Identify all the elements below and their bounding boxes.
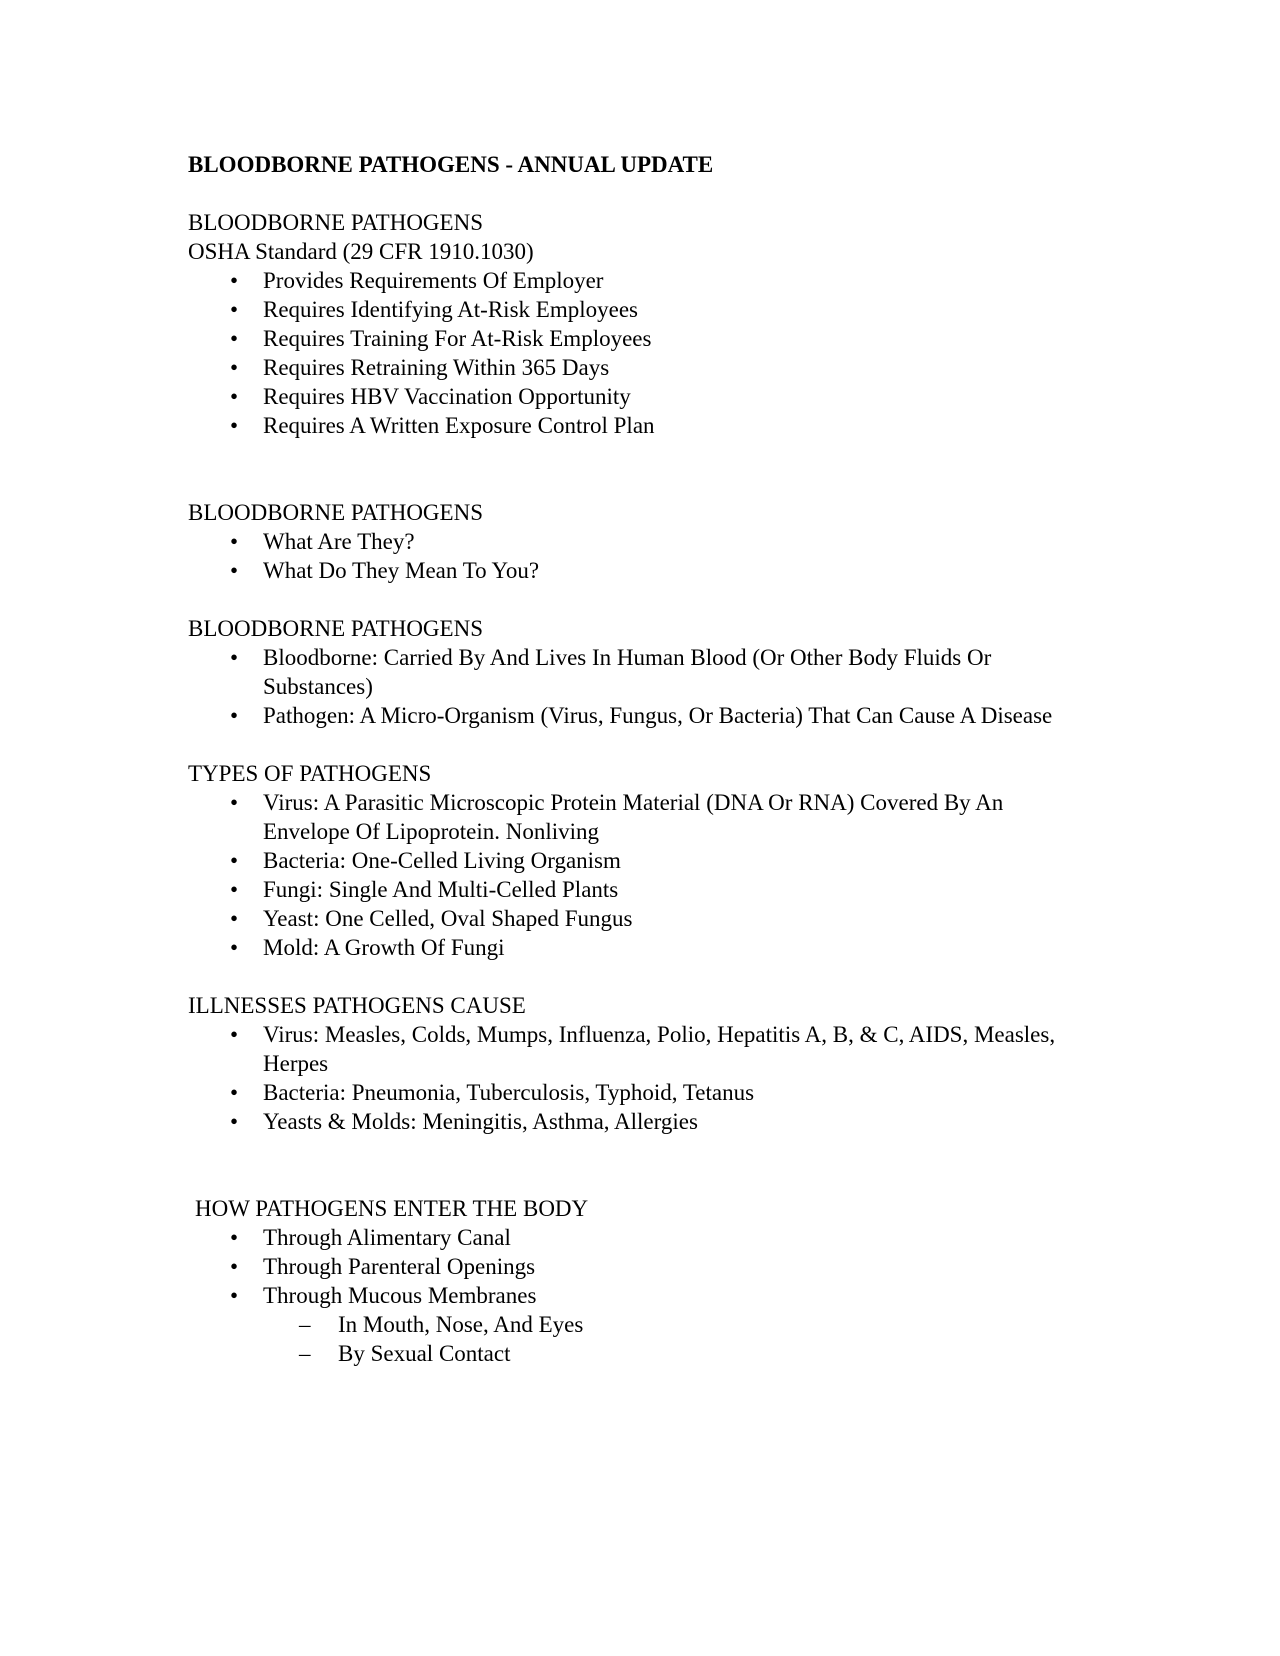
list-item <box>188 1223 1088 1252</box>
spacer <box>188 962 1088 991</box>
bullet-icon: • <box>229 1283 239 1308</box>
dash-icon: – <box>299 1312 311 1337</box>
bullet-list <box>188 1223 1088 1368</box>
bullet-icon: • <box>229 703 239 728</box>
section-heading: BLOODBORNE PATHOGENS <box>188 210 483 235</box>
list-item <box>188 875 1088 904</box>
list-item <box>188 324 1088 353</box>
list-item <box>188 556 1088 585</box>
list-item-text: Requires A Written Exposure Control Plan <box>263 413 655 438</box>
document-title: BLOODBORNE PATHOGENS - ANNUAL UPDATE <box>188 152 714 177</box>
list-item <box>188 701 1088 730</box>
list-item-text: Bacteria: Pneumonia, Tuberculosis, Typhoid, Tetanus <box>263 1080 755 1105</box>
list-item-text: Yeasts & Molds: Meningitis, Asthma, Allergies <box>263 1109 698 1134</box>
section-what-are-they <box>188 498 1088 585</box>
document-body <box>188 150 1088 1368</box>
bullet-icon: • <box>229 413 239 438</box>
bullet-icon: • <box>229 1109 239 1134</box>
bullet-icon: • <box>229 848 239 873</box>
list-item <box>188 295 1088 324</box>
spacer <box>188 440 1088 498</box>
list-item-text: Provides Requirements Of Employer <box>263 268 604 293</box>
section-heading: HOW PATHOGENS ENTER THE BODY <box>195 1196 589 1221</box>
list-item <box>188 1020 1088 1078</box>
list-item <box>188 1107 1088 1136</box>
list-item <box>188 411 1088 440</box>
list-item <box>188 266 1088 295</box>
sub-list <box>263 1310 1088 1368</box>
bullet-icon: • <box>229 1022 239 1047</box>
section-osha-standard <box>188 208 1088 440</box>
bullet-list <box>188 1020 1088 1136</box>
list-item-text: Virus: Measles, Colds, Mumps, Influenza, Polio, Hepatitis A, B, & C, AIDS, Measles, Herpes <box>263 1022 1056 1076</box>
section-types-of-pathogens <box>188 759 1088 962</box>
bullet-icon: • <box>229 558 239 583</box>
list-item <box>188 1281 1088 1368</box>
section-definitions <box>188 614 1088 730</box>
list-item <box>188 353 1088 382</box>
list-item-text: Mold: A Growth Of Fungi <box>263 935 505 960</box>
sub-list-item-text: By Sexual Contact <box>338 1341 511 1366</box>
bullet-icon: • <box>229 790 239 815</box>
list-item-text: Fungi: Single And Multi-Celled Plants <box>263 877 619 902</box>
bullet-icon: • <box>229 1254 239 1279</box>
bullet-icon: • <box>229 1225 239 1250</box>
list-item <box>188 1252 1088 1281</box>
list-item <box>188 527 1088 556</box>
spacer <box>188 179 1088 208</box>
list-item <box>188 788 1088 846</box>
bullet-icon: • <box>229 935 239 960</box>
bullet-icon: • <box>229 529 239 554</box>
list-item <box>188 643 1088 701</box>
section-heading: BLOODBORNE PATHOGENS <box>188 616 483 641</box>
bullet-icon: • <box>229 645 239 670</box>
bullet-list <box>188 266 1088 440</box>
section-illnesses <box>188 991 1088 1136</box>
list-item-text: What Are They? <box>263 529 415 554</box>
list-item <box>188 382 1088 411</box>
bullet-list <box>188 788 1088 962</box>
spacer <box>188 585 1088 614</box>
bullet-list <box>188 527 1088 585</box>
spacer <box>188 1136 1088 1194</box>
list-item-text: Requires HBV Vaccination Opportunity <box>263 384 631 409</box>
list-item-text: Through Mucous Membranes <box>263 1283 537 1308</box>
list-item-text: Bacteria: One-Celled Living Organism <box>263 848 621 873</box>
bullet-icon: • <box>229 1080 239 1105</box>
bullet-icon: • <box>229 268 239 293</box>
list-item <box>188 1078 1088 1107</box>
bullet-icon: • <box>229 297 239 322</box>
list-item-text: What Do They Mean To You? <box>263 558 540 583</box>
list-item-text: Through Parenteral Openings <box>263 1254 536 1279</box>
sub-list-item <box>263 1339 1088 1368</box>
list-item-text: Yeast: One Celled, Oval Shaped Fungus <box>263 906 633 931</box>
section-heading: ILLNESSES PATHOGENS CAUSE <box>188 993 526 1018</box>
list-item-text: Through Alimentary Canal <box>263 1225 511 1250</box>
sub-list-item <box>263 1310 1088 1339</box>
sub-list-item-text: In Mouth, Nose, And Eyes <box>338 1312 584 1337</box>
list-item <box>188 933 1088 962</box>
section-heading: TYPES OF PATHOGENS <box>188 761 432 786</box>
section-subline: OSHA Standard (29 CFR 1910.1030) <box>188 239 534 264</box>
list-item <box>188 846 1088 875</box>
list-item-text: Requires Training For At-Risk Employees <box>263 326 652 351</box>
bullet-icon: • <box>229 384 239 409</box>
bullet-icon: • <box>229 355 239 380</box>
bullet-icon: • <box>229 906 239 931</box>
bullet-icon: • <box>229 326 239 351</box>
list-item-text: Requires Retraining Within 365 Days <box>263 355 610 380</box>
dash-icon: – <box>299 1341 311 1366</box>
section-how-pathogens-enter <box>188 1194 1088 1368</box>
list-item-text: Pathogen: A Micro-Organism (Virus, Fungus, Or Bacteria) That Can Cause A Disease <box>263 703 1053 728</box>
section-heading: BLOODBORNE PATHOGENS <box>188 500 483 525</box>
list-item-text: Requires Identifying At-Risk Employees <box>263 297 638 322</box>
bullet-icon: • <box>229 877 239 902</box>
list-item <box>188 904 1088 933</box>
spacer <box>188 730 1088 759</box>
list-item-text: Virus: A Parasitic Microscopic Protein Material (DNA Or RNA) Covered By An Envelope Of Lipoprotein. Nonliving <box>263 790 1004 844</box>
list-item-text: Bloodborne: Carried By And Lives In Human Blood (Or Other Body Fluids Or Substances) <box>263 645 992 699</box>
bullet-list <box>188 643 1088 730</box>
